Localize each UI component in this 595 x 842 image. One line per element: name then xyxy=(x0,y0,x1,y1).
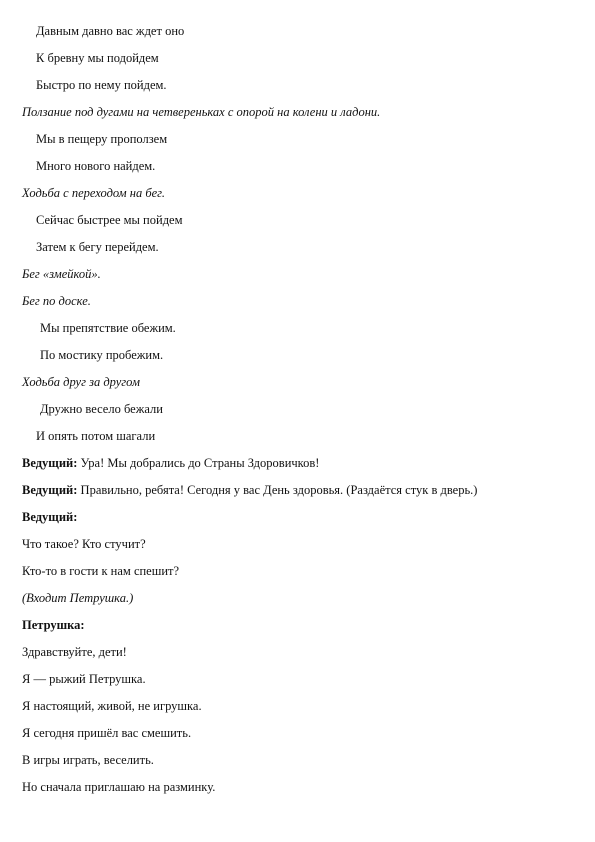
exercise-instruction: Бег «змейкой». xyxy=(22,267,101,281)
dialogue-text: В игры играть, веселить. xyxy=(22,753,154,767)
poem-line: Мы в пещеру проползем xyxy=(36,132,168,146)
exercise-instruction: Ходьба друг за другом xyxy=(22,375,140,389)
exercise-instruction: Ходьба с переходом на бег. xyxy=(22,186,166,200)
poem-line: Дружно весело бежали xyxy=(40,402,163,416)
poem-line: По мостику пробежим. xyxy=(40,348,164,362)
dialogue-text: Я настоящий, живой, не игрушка. xyxy=(22,699,202,713)
dialogue-line xyxy=(22,482,577,498)
poem-line: Мы препятствие обежим. xyxy=(40,321,176,335)
poem-line: Затем к бегу перейдем. xyxy=(36,240,159,254)
exercise-instruction: Бег по доске. xyxy=(22,294,91,308)
poem-line: Давным давно вас ждет оно xyxy=(36,24,185,38)
speaker-label: Петрушка: xyxy=(22,618,85,632)
poem-line: Быстро по нему пойдем. xyxy=(36,78,167,92)
dialogue-line xyxy=(22,455,577,471)
dialogue-text: Здравствуйте, дети! xyxy=(22,645,127,659)
speaker-label: Ведущий: xyxy=(22,483,78,497)
poem-line: К бревну мы подойдем xyxy=(36,51,159,65)
dialogue-text: Я сегодня пришёл вас смешить. xyxy=(22,726,192,740)
dialogue-text: Ура! Мы добрались до Страны Здоровичков! xyxy=(77,456,320,470)
stage-direction: (Входит Петрушка.) xyxy=(22,591,134,605)
dialogue-text: Что такое? Кто стучит? xyxy=(22,537,146,551)
dialogue-text: Я — рыжий Петрушка. xyxy=(22,672,146,686)
poem-line: Сейчас быстрее мы пойдем xyxy=(36,213,183,227)
exercise-instruction: Ползание под дугами на четвереньках с опорой на колени и ладони. xyxy=(22,105,381,119)
dialogue-text: Но сначала приглашаю на разминку. xyxy=(22,780,216,794)
dialogue-text: Правильно, ребята! Сегодня у вас День здоровья. (Раздаётся стук в дверь.) xyxy=(77,483,478,497)
poem-line: И опять потом шагали xyxy=(36,429,156,443)
speaker-label: Ведущий: xyxy=(22,456,78,470)
poem-line: Много нового найдем. xyxy=(36,159,156,173)
dialogue-text: Кто-то в гости к нам спешит? xyxy=(22,564,180,578)
speaker-label: Ведущий: xyxy=(22,510,78,524)
